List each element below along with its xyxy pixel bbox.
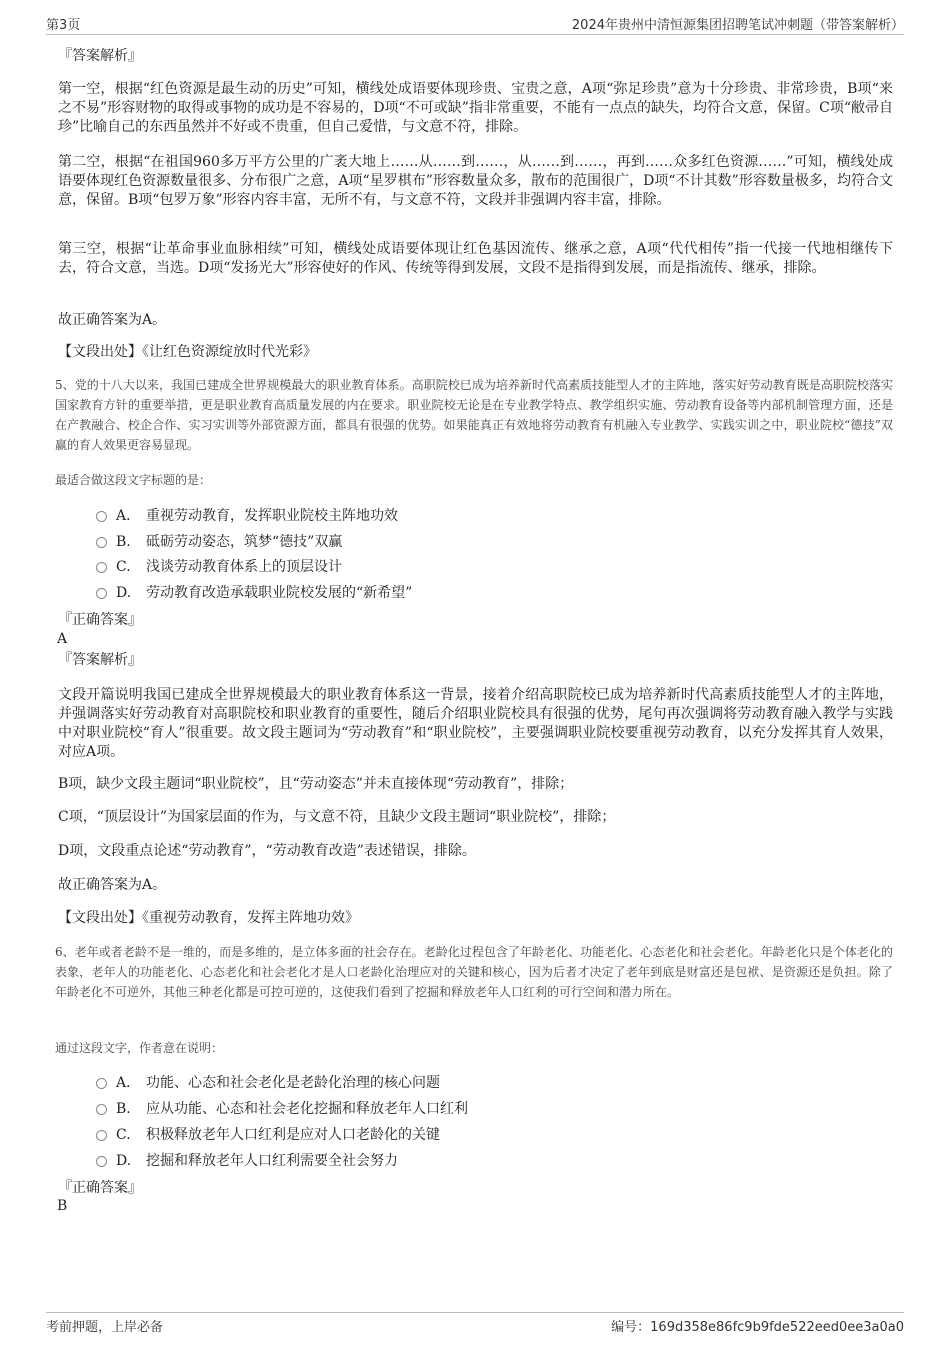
- correct-answer-label: 『正确答案』: [58, 612, 142, 628]
- option-text: 功能、心态和社会老化是老龄化治理的核心问题: [146, 1075, 440, 1091]
- radio-icon[interactable]: [96, 1078, 107, 1089]
- correct-answer-label: 『正确答案』: [58, 1180, 142, 1196]
- analysis-paragraph: [58, 80, 893, 137]
- q5-option-c[interactable]: [96, 557, 856, 577]
- q5-option-b[interactable]: [96, 532, 856, 552]
- analysis-option-c: C项，“顶层设计”为国家层面的作为，与文意不符，且缺少文段主题词“职业院校”，排除；: [58, 809, 616, 825]
- page-footer: [46, 1312, 904, 1335]
- option-text: 重视劳动教育，发挥职业院校主阵地功效: [146, 508, 398, 524]
- analysis-text: 文段开篇说明我国已建成全世界规模最大的职业教育体系这一背景，接着介绍高职院校已成为培养新时代高素质技能型人才的主阵地，并强调落实好劳动教育对高职院校和职业教育的重要性，随后介绍职业院校具有很强的优势，尾句再次强调将劳动教育融入教学与实践中对职业院校“育人”很重要。故文段主题词为“劳动教育”和“职业院校”，主要强调职业院校要重视劳动教育，以充分发挥其育人效果，对应A项。: [58, 687, 893, 760]
- radio-icon[interactable]: [96, 537, 107, 548]
- correct-answer-value: B: [57, 1198, 68, 1214]
- option-text: 应从功能、心态和社会老化挖掘和释放老年人口红利: [146, 1101, 468, 1117]
- option-key: A．: [116, 508, 141, 524]
- analysis-option-d: D项，文段重点论述“劳动教育”，“劳动教育改造”表述错误，排除。: [58, 843, 476, 859]
- q6-option-a[interactable]: [96, 1073, 856, 1093]
- analysis-text: 第二空，根据“在祖国960多万平方公里的广袤大地上……从……到……，从……到……，再到……众多红色资源……”可知，横线处成语要体现红色资源数量很多、分布很广之意，A项“星罗棋布”形容数量众多，散布的范围很广，D项“不计其数”形容数量极多，均符合文意，保留。B项“包罗万象”形容内容丰富，无所不有，与文意不符，文段并非强调内容丰富，排除。: [58, 154, 893, 208]
- radio-icon[interactable]: [96, 1104, 107, 1115]
- document-code: 编号：169d358e86fc9b9fde522eed0ee3a0a0: [611, 1320, 904, 1335]
- option-key: D.: [116, 585, 132, 601]
- analysis-label: 『答案解析』: [58, 48, 142, 64]
- radio-icon[interactable]: [96, 511, 107, 522]
- radio-icon[interactable]: [96, 1156, 107, 1167]
- q5-option-d[interactable]: [96, 583, 856, 603]
- option-key: B.: [116, 1101, 131, 1117]
- option-key: D.: [116, 1153, 132, 1169]
- conclusion: 故正确答案为A。: [58, 877, 167, 893]
- option-text: 砥砺劳动姿态，筑梦“德技”双赢: [146, 534, 343, 550]
- correct-answer-value: A: [57, 631, 68, 647]
- option-key: A．: [116, 1075, 141, 1091]
- option-key: C.: [116, 1127, 131, 1143]
- question-6-stem: 6、老年或者老龄不是一维的，而是多维的，是立体多面的社会存在。老龄化过程包含了年龄老化、功能老化、心态老化和社会老化。年龄老化只是个体老化的表象，老年人的功能老化、心态老化和社会老化才是人口老龄化治理应对的关键和核心，因为后者才决定了老年到底是财富还是包袱、是资源还是负担。除了年龄老化不可逆外，其他三种老化都是可控可逆的，这使我们看到了挖掘和释放老年人口红利的可行空间和潜力所在。: [55, 945, 893, 999]
- analysis-text: 第一空，根据“红色资源是最生动的历史”可知，横线处成语要体现珍贵、宝贵之意，A项“弥足珍贵”意为十分珍贵、非常珍贵，B项“来之不易”形容财物的取得或事物的成功是不容易的，D项“不可或缺”指非常重要，不能有一点点的缺失，均符合文意，保留。C项“敝帚自珍”比喻自己的东西虽然并不好或不贵重，但自己爱惜，与文意不符，排除。: [58, 81, 893, 135]
- analysis-paragraph: [58, 153, 893, 210]
- option-text: 积极释放老年人口红利是应对人口老龄化的关键: [146, 1127, 440, 1143]
- page-number: 第3页: [46, 18, 81, 33]
- question-5-prompt: 最适合做这段文字标题的是：: [55, 473, 212, 487]
- radio-icon[interactable]: [96, 562, 107, 573]
- option-key: B.: [116, 534, 131, 550]
- q5-option-a[interactable]: [96, 506, 856, 526]
- option-text: 劳动教育改造承载职业院校发展的“新希望”: [146, 585, 413, 601]
- question-6-prompt: 通过这段文字，作者意在说明：: [55, 1041, 224, 1055]
- radio-icon[interactable]: [96, 1130, 107, 1141]
- footer-slogan: 考前押题，上岸必备: [46, 1320, 164, 1335]
- source-citation: 【文段出处】《让红色资源绽放时代光彩》: [58, 344, 317, 360]
- q6-option-d[interactable]: [96, 1151, 856, 1171]
- q6-option-b[interactable]: [96, 1099, 856, 1119]
- source-citation: 【文段出处】《重视劳动教育，发挥主阵地功效》: [58, 910, 359, 926]
- analysis-option-b: B项，缺少文段主题词“职业院校”，且“劳动姿态”并未直接体现“劳动教育”，排除；: [58, 776, 574, 792]
- option-text: 挖掘和释放老年人口红利需要全社会努力: [146, 1153, 398, 1169]
- option-key: C.: [116, 559, 131, 575]
- conclusion: 故正确答案为A。: [58, 312, 167, 328]
- page-header: [46, 12, 904, 35]
- analysis-paragraph: [58, 686, 893, 762]
- question-5-stem: 5、党的十八大以来，我国已建成全世界规模最大的职业教育体系。高职院校已成为培养新时代高素质技能型人才的主阵地，落实好劳动教育既是高职院校落实国家教育方针的重要举措，更是职业教育高质量发展的内在要求。职业院校无论是在专业教学特点、教学组织实施、劳动教育设备等内部机制管理方面，还是在产教融合、校企合作、实习实训等外部资源方面，都具有很强的优势。如果能真正有效地将劳动教育有机融入专业教学、实践实训之中，职业院校“德技”双赢的育人效果更容易显现。: [55, 378, 893, 452]
- radio-icon[interactable]: [96, 588, 107, 599]
- analysis-text: 第三空，根据“让革命事业血脉相续”可知，横线处成语要体现让红色基因流传、继承之意，A项“代代相传”指一代接一代地相继传下去，符合文意，当选。D项“发扬光大”形容使好的作风、传统等得到发展，文段不是指得到发展，而是指流传、继承，排除。: [58, 241, 893, 276]
- analysis-label: 『答案解析』: [58, 652, 142, 668]
- document-title: 2024年贵州中清恒源集团招聘笔试冲刺题（带答案解析）: [571, 18, 904, 33]
- q6-option-c[interactable]: [96, 1125, 856, 1145]
- option-text: 浅谈劳动教育体系上的顶层设计: [146, 559, 342, 575]
- analysis-paragraph: [58, 240, 893, 278]
